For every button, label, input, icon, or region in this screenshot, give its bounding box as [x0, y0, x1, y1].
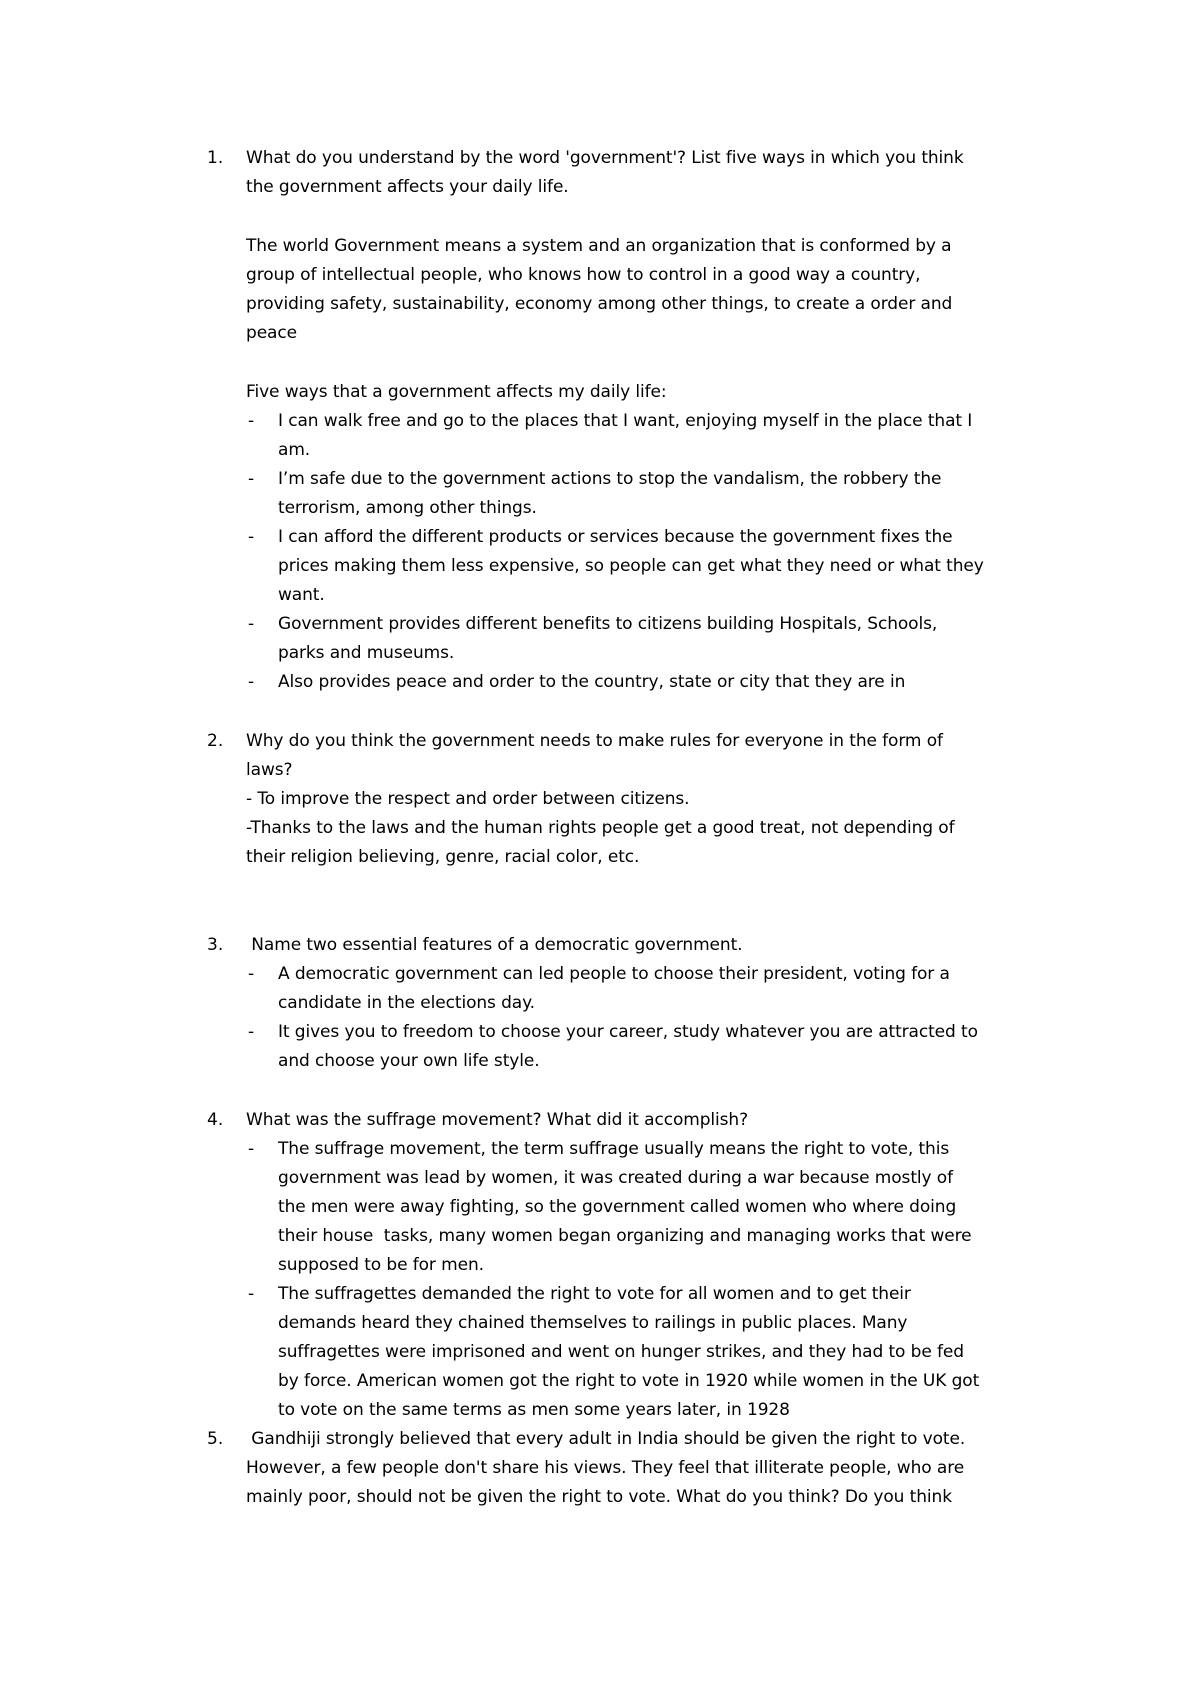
bullet-dash: - [248, 469, 255, 489]
bullet-dash: - [248, 964, 255, 984]
bullet-dash: - [248, 527, 255, 547]
q1-bullet-line: terrorism, among other things. [278, 498, 537, 518]
q4-bullet-line: demands heard they chained themselves to railings in public places. Many [278, 1313, 908, 1333]
q4-question: What was the suffrage movement? What did it accomplish? [246, 1110, 749, 1130]
q1-bullet-line: prices making them less expensive, so people can get what they need or what they [278, 556, 984, 576]
q1-question-line: What do you understand by the word 'government'? List five ways in which you think [246, 148, 964, 168]
q3-number: 3. [207, 935, 224, 955]
q4-bullet-line: The suffragettes demanded the right to vote for all women and to get their [278, 1284, 911, 1304]
q2-answer-line: - To improve the respect and order between citizens. [246, 789, 690, 809]
q5-question-line: Gandhiji strongly believed that every adult in India should be given the right to vote. [246, 1429, 966, 1449]
q4-bullet-line: by force. American women got the right to vote in 1920 while women in the UK got [278, 1371, 980, 1391]
q1-bullet-line: parks and museums. [278, 643, 455, 663]
q1-definition-line: providing safety, sustainability, economy among other things, to create a order and [246, 294, 953, 314]
bullet-dash: - [248, 1022, 255, 1042]
bullet-dash: - [248, 411, 255, 431]
q2-question-line: Why do you think the government needs to make rules for everyone in the form of [246, 731, 943, 751]
bullet-dash: - [248, 614, 255, 634]
q1-definition-line: peace [246, 323, 297, 343]
q5-number: 5. [207, 1429, 224, 1449]
q1-number: 1. [207, 148, 224, 168]
q1-question-line: the government affects your daily life. [246, 177, 569, 197]
q5-question-line: However, a few people don't share his views. They feel that illiterate people, who are [246, 1458, 965, 1478]
q1-bullet-line: I can walk free and go to the places that I want, enjoying myself in the place that I [278, 411, 973, 431]
q4-bullet-line: The suffrage movement, the term suffrage usually means the right to vote, this [278, 1139, 950, 1159]
bullet-dash: - [248, 672, 255, 692]
q1-bullet-line: I can afford the different products or services because the government fixes the [278, 527, 953, 547]
q4-bullet-line: suffragettes were imprisoned and went on hunger strikes, and they had to be fed [278, 1342, 964, 1362]
q4-bullet-line: to vote on the same terms as men some years later, in 1928 [278, 1400, 790, 1420]
q1-bullet-line: want. [278, 585, 325, 605]
q1-definition-line: The world Government means a system and an organization that is conformed by a [246, 236, 952, 256]
q4-bullet-line: supposed to be for men. [278, 1255, 484, 1275]
bullet-dash: - [248, 1284, 255, 1304]
q1-bullet-line: am. [278, 440, 311, 460]
q1-bullet-line: Also provides peace and order to the country, state or city that they are in [278, 672, 906, 692]
q3-bullet-line: A democratic government can led people to choose their president, voting for a [278, 964, 950, 984]
q4-bullet-line: their house tasks, many women began organizing and managing works that were [278, 1226, 972, 1246]
q1-bullet-line: I’m safe due to the government actions to stop the vandalism, the robbery the [278, 469, 942, 489]
q2-answer-line: -Thanks to the laws and the human rights people get a good treat, not depending of [246, 818, 955, 838]
q2-answer-line: their religion believing, genre, racial color, etc. [246, 847, 640, 867]
q4-bullet-line: government was lead by women, it was created during a war because mostly of [278, 1168, 953, 1188]
q3-bullet-line: and choose your own life style. [278, 1051, 540, 1071]
bullet-dash: - [248, 1139, 255, 1159]
q1-definition-line: group of intellectual people, who knows how to control in a good way a country, [246, 265, 921, 285]
q5-question-line: mainly poor, should not be given the right to vote. What do you think? Do you think [246, 1487, 952, 1507]
q3-bullet-line: candidate in the elections day. [278, 993, 535, 1013]
q2-question-line: laws? [246, 760, 293, 780]
q1-bullet-line: Government provides different benefits to citizens building Hospitals, Schools, [278, 614, 938, 634]
q3-question: Name two essential features of a democratic government. [246, 935, 743, 955]
q4-number: 4. [207, 1110, 224, 1130]
q1-ways-intro: Five ways that a government affects my daily life: [246, 382, 667, 402]
q3-bullet-line: It gives you to freedom to choose your career, study whatever you are attracted to [278, 1022, 978, 1042]
q2-number: 2. [207, 731, 224, 751]
q4-bullet-line: the men were away fighting, so the government called women who where doing [278, 1197, 957, 1217]
